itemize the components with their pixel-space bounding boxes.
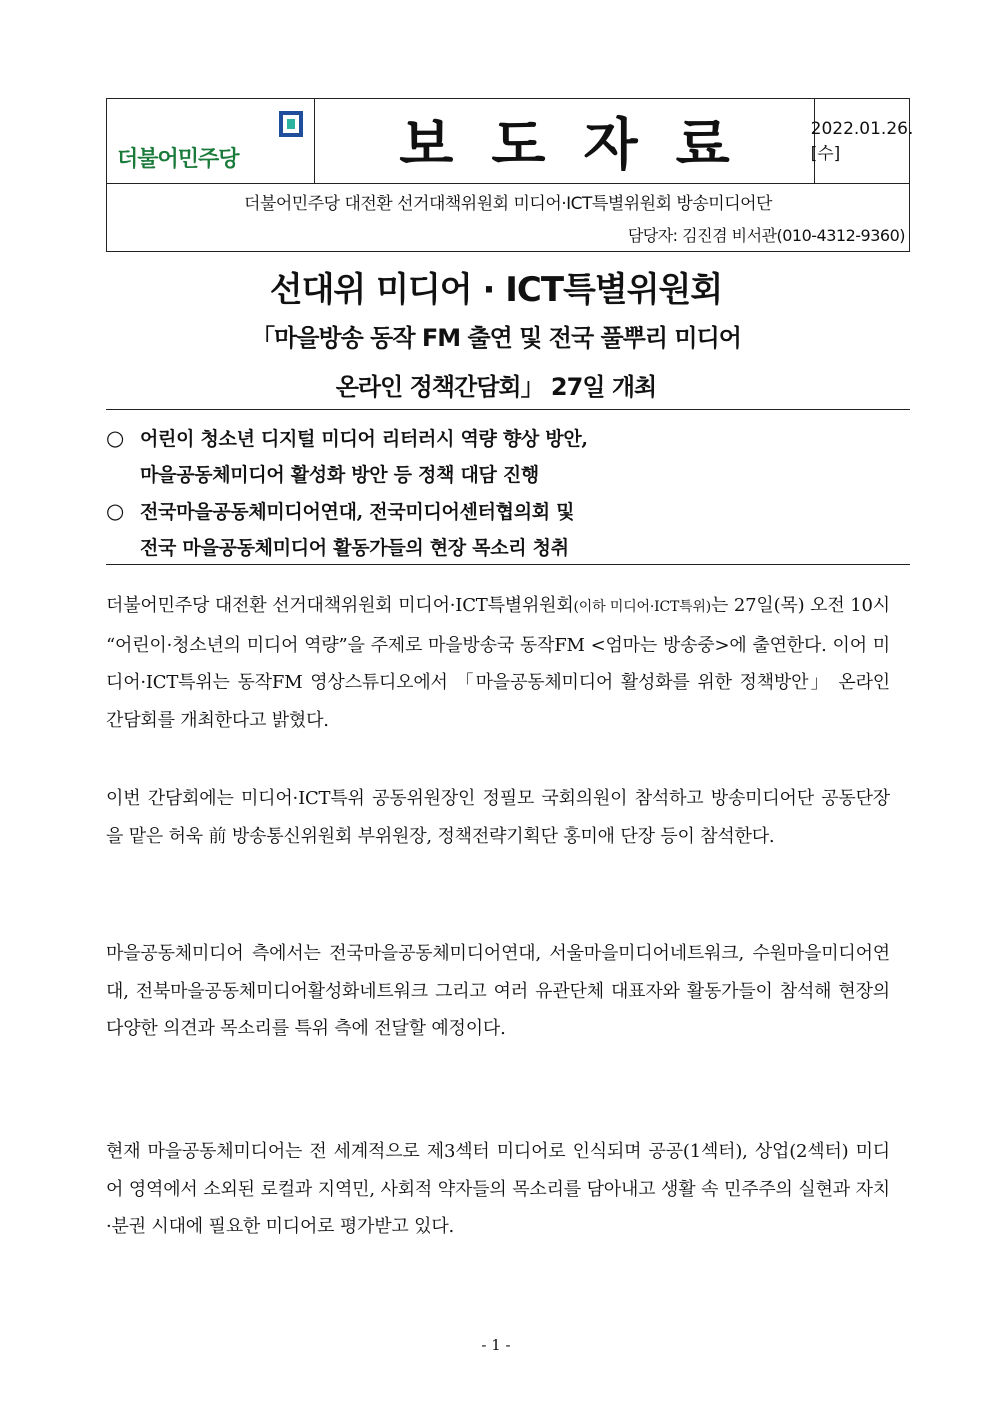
circle-bullet-icon: ○ — [106, 426, 125, 450]
document-title: 보도자료 — [315, 99, 815, 183]
bullet-text: 어린이 청소년 디지털 미디어 리터러시 역량 향상 방안, — [140, 428, 588, 450]
body-paragraph-1 — [106, 587, 890, 739]
bullet-continuation: 마을공동체미디어 활성화 방안 등 정책 대담 진행 — [140, 464, 539, 486]
headline-sub-2: 온라인 정책간담회」 27일 개최 — [335, 373, 657, 401]
body-paragraph-3: 마을공동체미디어 측에서는 전국마을공동체미디어연대, 서울마을미디어네트워크, 수원마을미디어연대, 전북마을공동체미디어활성화네트워크 그리고 여러 유관단체 대표자와 활동가들이 참석해 현장의 다양한 의견과 목소리를 특위 측에 전달할 예정이다. — [106, 943, 890, 1039]
circle-bullet-icon: ○ — [106, 499, 125, 523]
bullet-continuation: 전국 마을공동체미디어 활동가들의 현장 목소리 청취 — [140, 537, 569, 559]
header-top-row — [107, 99, 914, 184]
bullet-item — [106, 493, 910, 530]
party-logo-mark-icon — [279, 111, 305, 139]
party-logo-text: 더불어민주당 — [117, 147, 239, 172]
page-number: - 1 - — [481, 1336, 511, 1354]
release-date: 2022.01.26.[수] — [810, 118, 914, 164]
press-release-header — [106, 98, 914, 252]
party-logo — [107, 99, 315, 183]
bullet-item — [106, 420, 910, 457]
p1-text: 더불어민주당 대전환 선거대책위원회 미디어·ICT특별위원회 — [106, 595, 574, 616]
p1-text-rest: 는 27일(목) 오전 10시 “어린이·청소년의 미디어 역량”을 주제로 마을방송국 동작FM <엄마는 방송중>에 출연한다. 이어 미디어·ICT특위는 동작FM 영상스튜디오에서 「마을공동체미디어 활성화를 위한 정책방안」 온라인 간담회를 개최한다고 밝혔다. — [106, 595, 890, 731]
headline-main: 선대위 미디어 · ICT특별위원회 — [269, 270, 723, 310]
summary-bullets — [106, 420, 910, 566]
headline-sub-1: 「마을방송 동작 FM 출연 및 전국 풀뿌리 미디어 — [251, 324, 741, 352]
body-paragraph-2: 이번 간담회에는 미디어·ICT특위 공동위원장인 정필모 국회의원이 참석하고 방송미디어단 공동단장을 맡은 허욱 前 방송통신위원회 부위원장, 정책전략기획단 홍미애 단장 등이 참석한다. — [106, 788, 890, 847]
divider-bottom — [106, 564, 910, 565]
p1-abbreviation: (이하 미디어·ICT특위) — [573, 599, 711, 615]
contact-person: 담당자: 김진겸 비서관(010-4312-9360) — [627, 226, 905, 245]
organization-name: 더불어민주당 대전환 선거대책위원회 미디어·ICT특별위원회 방송미디어단 — [244, 194, 772, 214]
body-paragraph-4: 현재 마을공동체미디어는 전 세계적으로 제3섹터 미디어로 인식되며 공공(1섹터), 상업(2섹터) 미디어 영역에서 소외된 로컬과 지역민, 사회적 약자들의 목소리를 담아내고 생활 속 민주주의 실현과 자치·분권 시대에 필요한 미디어로 평가받고 있다. — [106, 1141, 890, 1237]
bullet-text: 전국마을공동체미디어연대, 전국미디어센터협의회 및 — [140, 501, 575, 523]
divider-top — [106, 409, 910, 410]
